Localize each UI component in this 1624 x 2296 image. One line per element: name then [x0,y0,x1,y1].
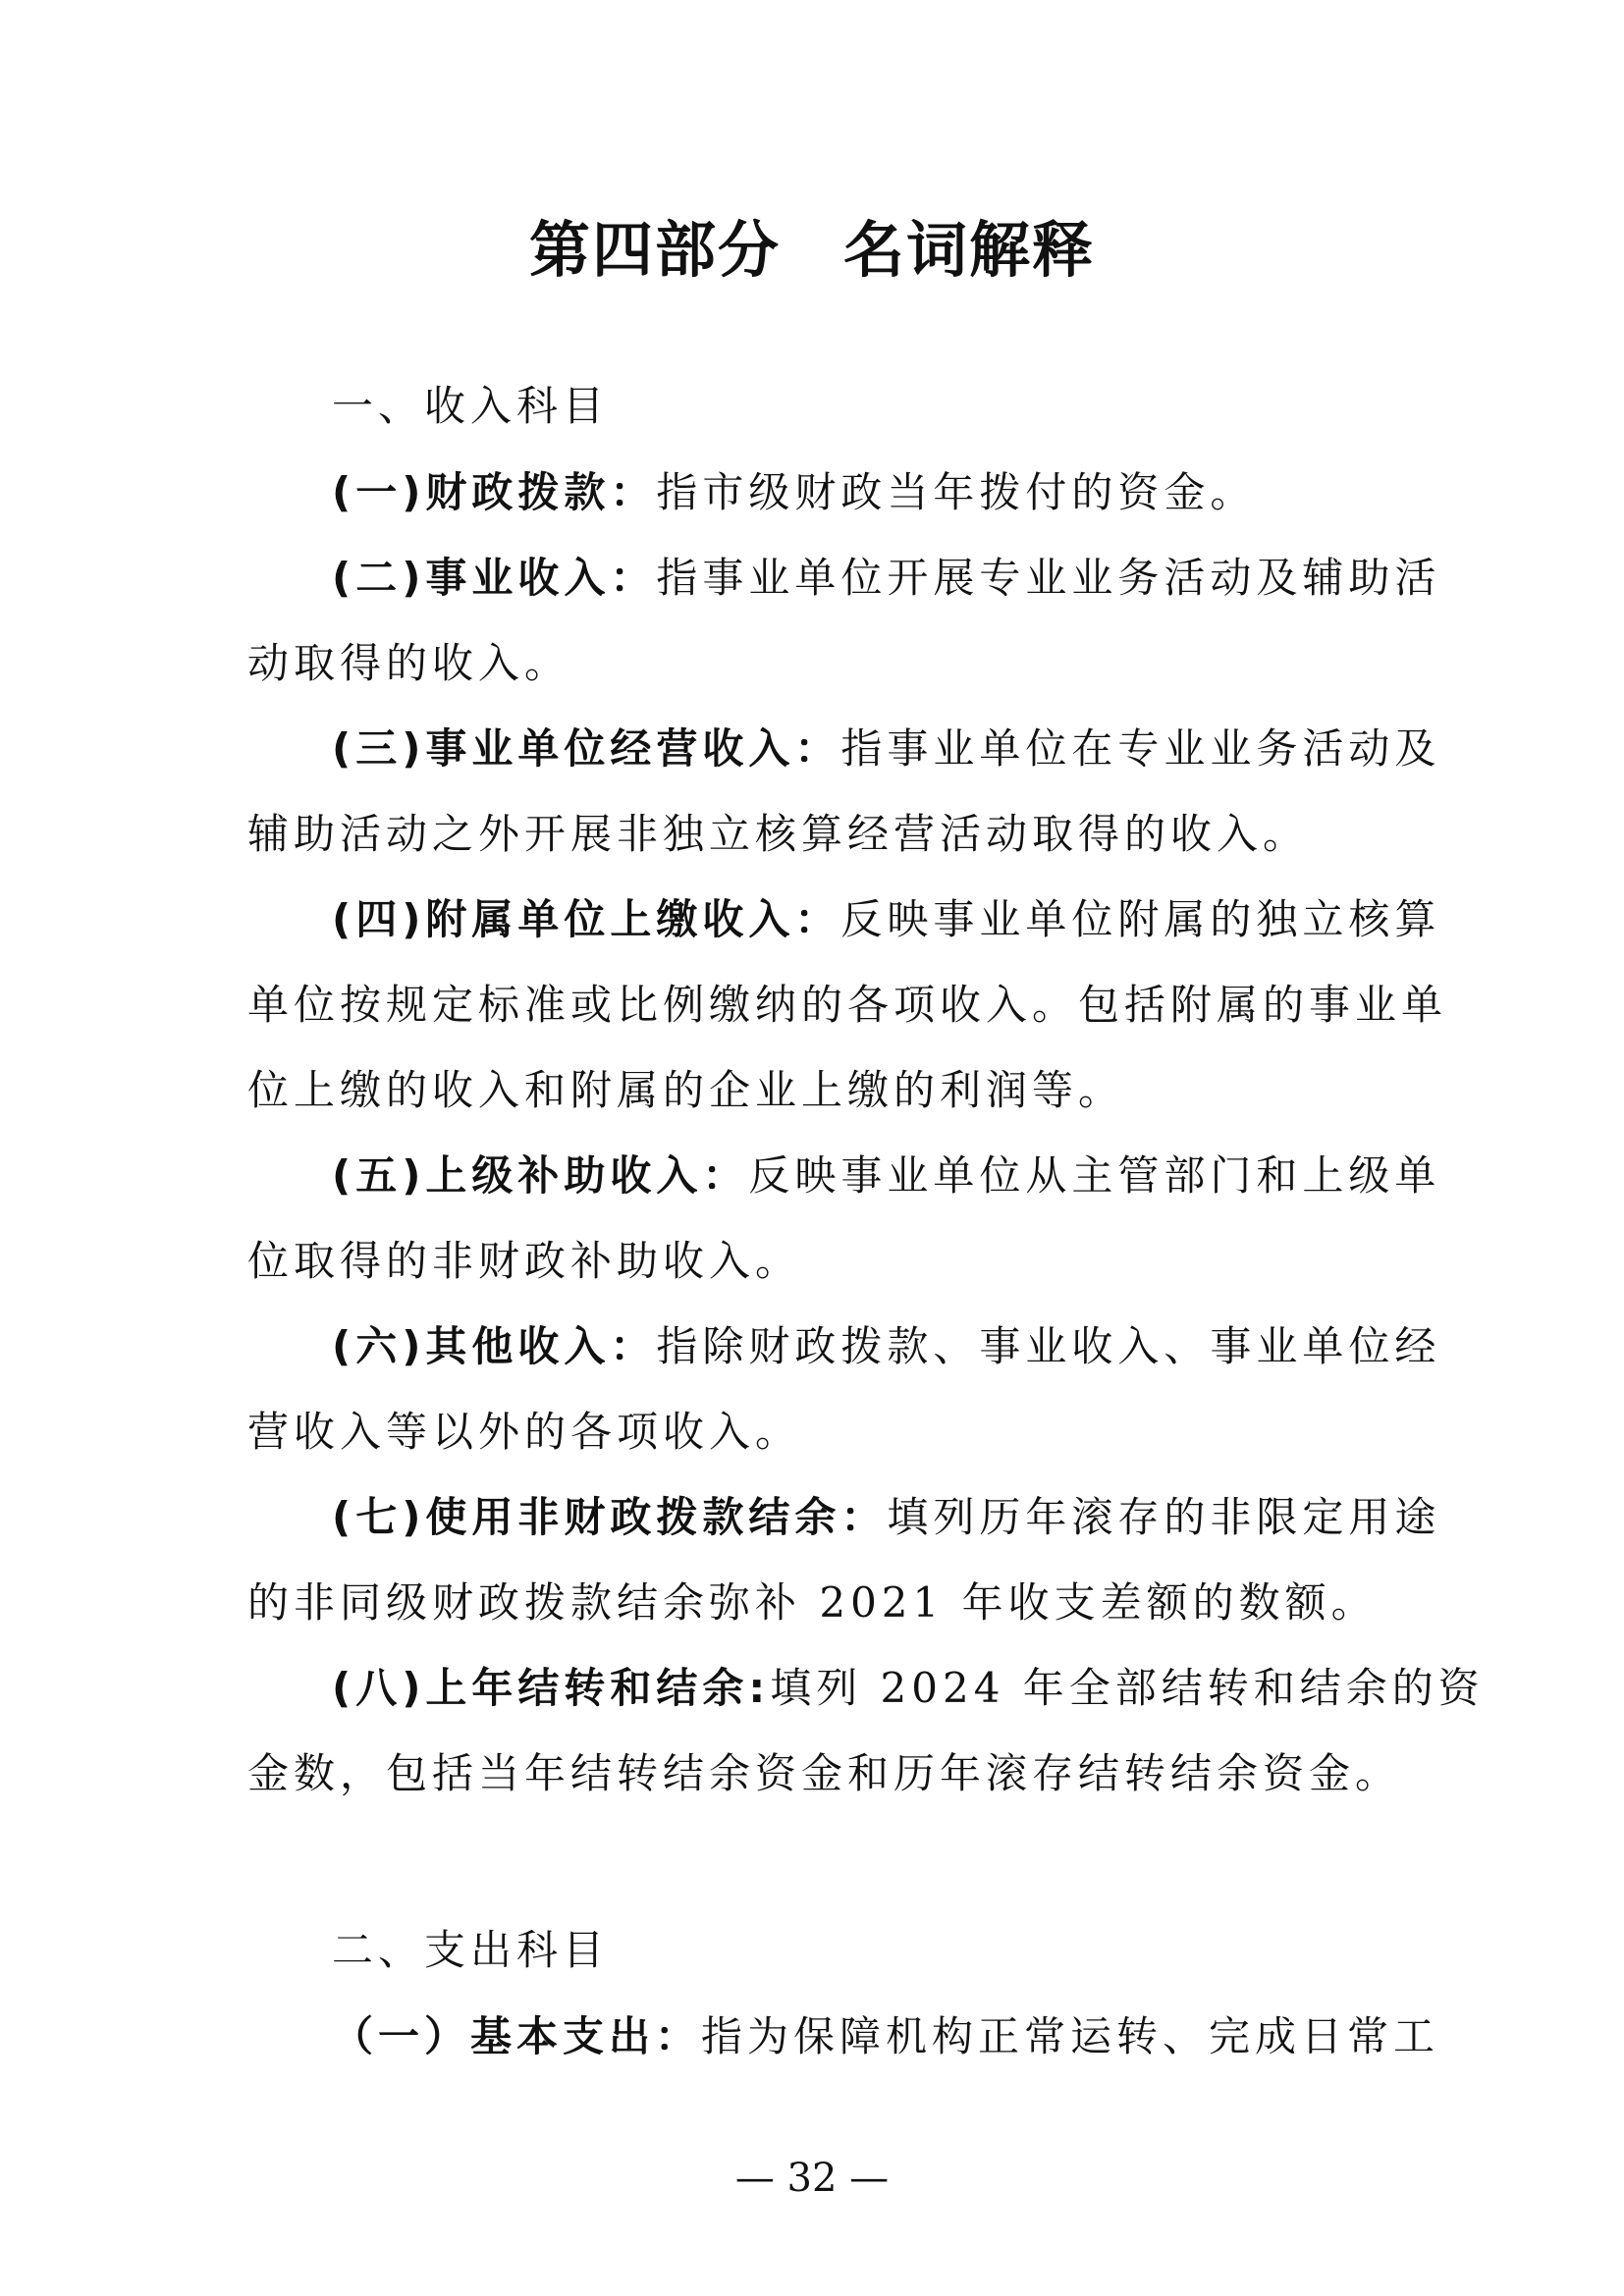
item-text: 填列 2024 年全部结转和结余的资 [770,1664,1485,1712]
income-item-6-cont: 营收入等以外的各项收入。 [247,1408,802,1456]
income-item-1 [332,467,1256,518]
page-number: — 32 — [734,2156,890,2201]
income-item-2-cont: 动取得的收入。 [247,639,571,687]
item-label: (七)使用非财政拨款结余： [332,1493,888,1541]
expense-item-1 [332,2011,1440,2062]
item-text: 填列历年滚存的非限定用途 [887,1493,1441,1541]
income-item-3 [332,723,1441,774]
section-heading-expense: 二、支出科目 [332,1926,610,1974]
item-label: (五)上级补助收入： [332,1151,749,1200]
item-text: 指为保障机构正常运转、完成日常工 [701,2012,1440,2060]
item-label: (八)上年结转和结余: [332,1664,771,1712]
item-text: 指市级财政当年拨付的资金。 [656,468,1257,516]
income-item-2 [332,553,1441,604]
income-item-4-cont-2: 位上缴的收入和附属的企业上缴的利润等。 [247,1066,1125,1114]
income-item-7-cont: 的非同级财政拨款结余弥补 2021 年收支差额的数额。 [247,1578,1378,1627]
income-item-3-cont: 辅助活动之外开展非独立核算经营活动取得的收入。 [247,810,1310,858]
item-label: (四)附属单位上缴收入： [332,895,841,943]
income-item-7 [332,1492,1441,1543]
item-label: (二)事业收入： [332,554,657,602]
income-item-4 [332,894,1441,945]
item-label: (三)事业单位经营收入： [332,724,841,773]
income-item-5-cont: 位取得的非财政补助收入。 [247,1237,802,1285]
income-item-8 [332,1663,1485,1714]
item-text: 指事业单位在专业业务活动及 [840,724,1441,773]
page-title: 第四部分 名词解释 [528,214,1095,286]
income-item-6 [332,1321,1441,1372]
section-heading-income: 一、收入科目 [332,382,610,430]
income-item-5 [332,1150,1441,1201]
item-text: 反映事业单位附属的独立核算 [840,895,1441,943]
item-label: (一)财政拨款： [332,468,657,516]
income-item-4-cont: 单位按规定标准或比例缴纳的各项收入。包括附属的事业单 [247,981,1448,1029]
item-text: 指除财政拨款、事业收入、事业单位经 [656,1322,1441,1370]
income-item-8-cont: 金数，包括当年结转结余资金和历年滚存结转结余资金。 [247,1749,1402,1797]
item-text: 反映事业单位从主管部门和上级单 [748,1151,1441,1200]
item-text: 指事业单位开展专业业务活动及辅助活 [656,554,1441,602]
item-label: （一）基本支出： [332,2012,702,2060]
item-label: (六)其他收入： [332,1322,657,1370]
